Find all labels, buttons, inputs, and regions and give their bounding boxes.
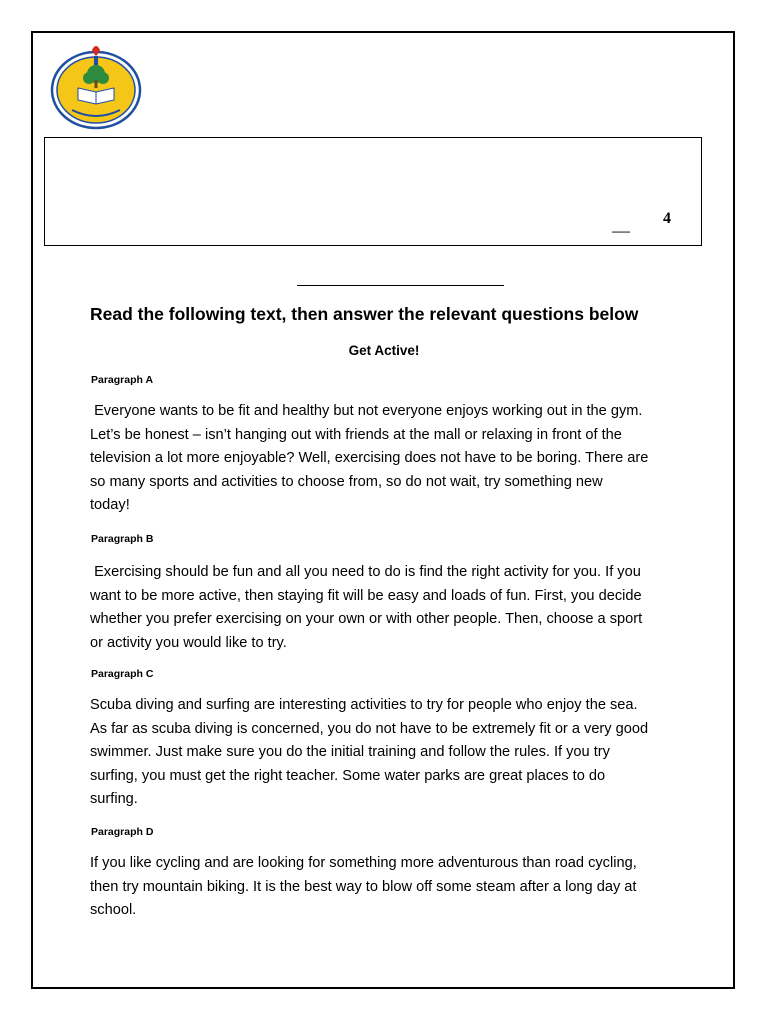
school-logo: [48, 40, 144, 130]
divider-line: [297, 285, 504, 286]
paragraph-c-label: Paragraph C: [91, 668, 154, 680]
page-number: 4: [663, 210, 671, 227]
paragraph-a-label: Paragraph A: [91, 374, 154, 386]
paragraph-c-text: Scuba diving and surfing are interesting activities to try for people who enjoy the sea. As far as scuba diving is concerned, you do not have to be extremely fit or a very good swimmer. Just make sure you do the initial training and follow the rules. If you try surfing, you must get the right teacher. Some water parks are great places to do surfing.: [90, 697, 649, 807]
paragraph-a-text: Everyone wants to be fit and healthy but not everyone enjoys working out in the gym. Let’s be honest – isn’t hanging out with friends at the mall or relaxing in front of the television a lot more enjoyable? Well, exercising does not have to be boring. There are so many sports and activities to choose from, so do not wait, try something new today!: [90, 403, 649, 513]
paragraph-d-text: If you like cycling and are looking for something more adventurous than road cycling, then try mountain biking. It is the best way to blow off some steam after a long day at school.: [90, 855, 637, 918]
paragraph-d-label: Paragraph D: [91, 826, 154, 838]
paragraph-b-text: Exercising should be fun and all you need to do is find the right activity for you. If you want to be more active, then staying fit will be easy and loads of fun. First, you decide whether you prefer exercising on your own or with other people. Then, choose a sport or activity you would like to try.: [90, 564, 643, 651]
paragraph-b-label: Paragraph B: [91, 533, 154, 545]
text-title: Get Active!: [348, 343, 420, 358]
header-box: [44, 137, 702, 246]
blank-line: __: [612, 214, 630, 234]
instruction-heading: Read the following text, then answer the relevant questions below: [90, 304, 639, 324]
